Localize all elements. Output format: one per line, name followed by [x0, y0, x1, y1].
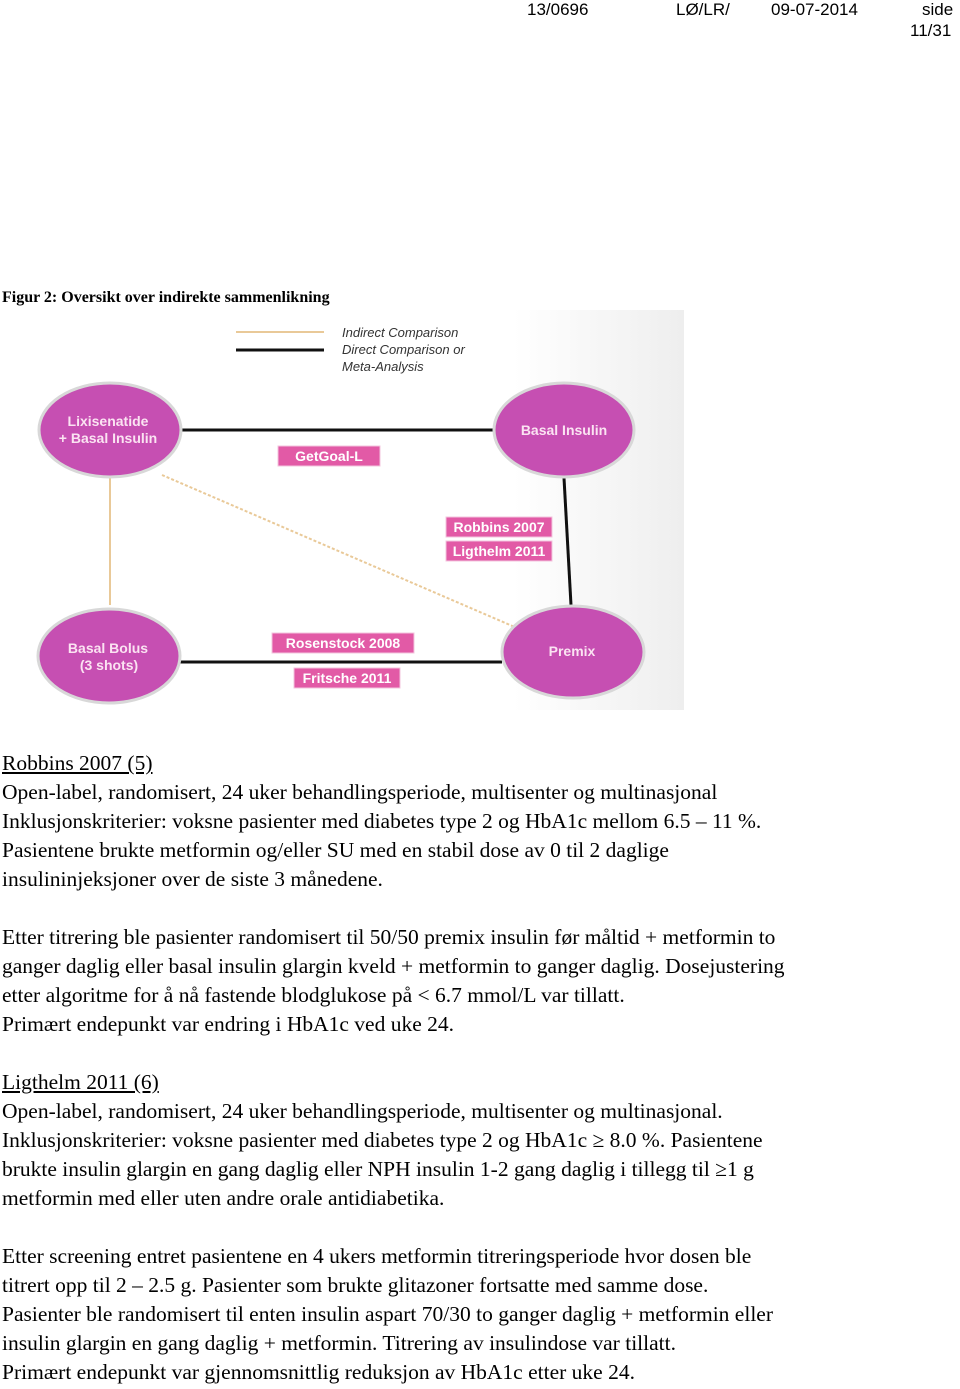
- legend-direct-label-2: Meta-Analysis: [342, 359, 424, 374]
- node-lixisenatide-basal: [39, 383, 181, 477]
- robbins-p1-line2: Inklusjonskriterier: voksne pasienter med diabetes type 2 og HbA1c mellom 6.5 – 11 %.: [2, 809, 762, 833]
- ligthelm-p1-line2: Inklusjonskriterier: voksne pasienter med diabetes type 2 og HbA1c ≥ 8.0 %. Pasientene: [2, 1128, 763, 1152]
- ligthelm-p2-line1: Etter screening entret pasientene en 4 ukers metformin titreringsperiode hvor dosen ble: [2, 1244, 752, 1268]
- ligthelm-p2-line2: titrert opp til 2 – 2.5 g. Pasienter som brukte glitazoner fortsatte med samme dose.: [2, 1273, 709, 1297]
- robbins-p1-line1: Open-label, randomisert, 24 uker behandlingsperiode, multisenter og multinasjonal: [2, 780, 718, 804]
- node-basal-bolus-label-1: Basal Bolus: [67, 640, 149, 656]
- robbins-p2-line1: Etter titrering ble pasienter randomisert til 50/50 premix insulin før måltid + metformin to: [2, 925, 776, 949]
- ref-rosenstock-label: Rosenstock 2008: [285, 635, 401, 651]
- robbins-p2-line3: etter algoritme for å nå fastende blodglukose på < 6.7 mmol/L var tillatt.: [2, 983, 625, 1007]
- ref-robbins-label: Robbins 2007: [453, 519, 545, 535]
- legend-direct-label-1: Direct Comparison or: [342, 342, 465, 357]
- paragraph-gap: [2, 1039, 952, 1068]
- ref-ligthelm-label: Ligthelm 2011: [452, 543, 546, 559]
- ref-robbins: [446, 517, 552, 537]
- robbins-title: Robbins 2007 (5): [2, 751, 153, 775]
- header-date: 09-07-2014: [771, 0, 858, 19]
- node-basal-insulin: [494, 383, 634, 477]
- page-header: [0, 0, 960, 44]
- ref-getgoal: [278, 446, 380, 466]
- ref-rosenstock: [272, 633, 414, 653]
- ligthelm-p2-line3: Pasienter ble randomisert til enten insulin aspart 70/30 to ganger daglig + metformin eller: [2, 1302, 773, 1326]
- node-basal-bolus: [38, 609, 180, 703]
- initials: LØ/LR/: [676, 0, 730, 19]
- ligthelm-p2-line5: Primært endepunkt var gjennomsnittlig reduksjon av HbA1c etter uke 24.: [2, 1360, 635, 1384]
- paragraph-gap: [2, 894, 952, 923]
- ligthelm-p1-line4: metformin med eller uten andre orale antidiabetika.: [2, 1186, 445, 1210]
- paragraph-gap: [2, 1213, 952, 1242]
- ref-ligthelm: [446, 541, 552, 561]
- case-number: 13/0696: [527, 0, 589, 19]
- ligthelm-title: Ligthelm 2011 (6): [2, 1070, 159, 1094]
- ref-fritsche: [294, 668, 400, 688]
- ligthelm-p1-line3: brukte insulin glargin en gang daglig eller NPH insulin 1-2 gang daglig i tillegg til ≥1 g: [2, 1157, 754, 1181]
- robbins-p2-line4: Primært endepunkt var endring i HbA1c ved uke 24.: [2, 1012, 455, 1036]
- legend-indirect-label: Indirect Comparison: [342, 325, 459, 340]
- page-label: side: [922, 0, 954, 19]
- comparison-diagram: [2, 310, 684, 710]
- node-premix-label: Premix: [548, 643, 596, 659]
- robbins-p1-line4: insulininjeksjoner over de siste 3 månedene.: [2, 867, 383, 891]
- node-premix: [502, 606, 644, 698]
- body-text: [2, 749, 952, 1387]
- robbins-p1-line3: Pasientene brukte metformin og/eller SU med en stabil dose av 0 til 2 daglige: [2, 838, 669, 862]
- page-number: 11/31: [910, 21, 952, 40]
- ref-fritsche-label: Fritsche 2011: [302, 670, 392, 686]
- node-basal-bolus-label-2: (3 shots): [79, 657, 139, 673]
- ligthelm-p1-line1: Open-label, randomisert, 24 uker behandlingsperiode, multisenter og multinasjonal.: [2, 1099, 723, 1123]
- node-lixisenatide-label-1: Lixisenatide: [67, 413, 149, 429]
- ligthelm-p2-line4: insulin glargin en gang daglig + metformin. Titrering av insulindose var tillatt.: [2, 1331, 676, 1355]
- figure-caption: Figur 2: Oversikt over indirekte sammenlikning: [2, 289, 330, 306]
- ref-getgoal-label: GetGoal-L: [295, 448, 363, 464]
- node-basal-insulin-label: Basal Insulin: [520, 422, 608, 438]
- robbins-p2-line2: ganger daglig eller basal insulin glargin kveld + metformin to ganger daglig. Dosejustering: [2, 954, 785, 978]
- node-lixisenatide-label-2: + Basal Insulin: [58, 430, 158, 446]
